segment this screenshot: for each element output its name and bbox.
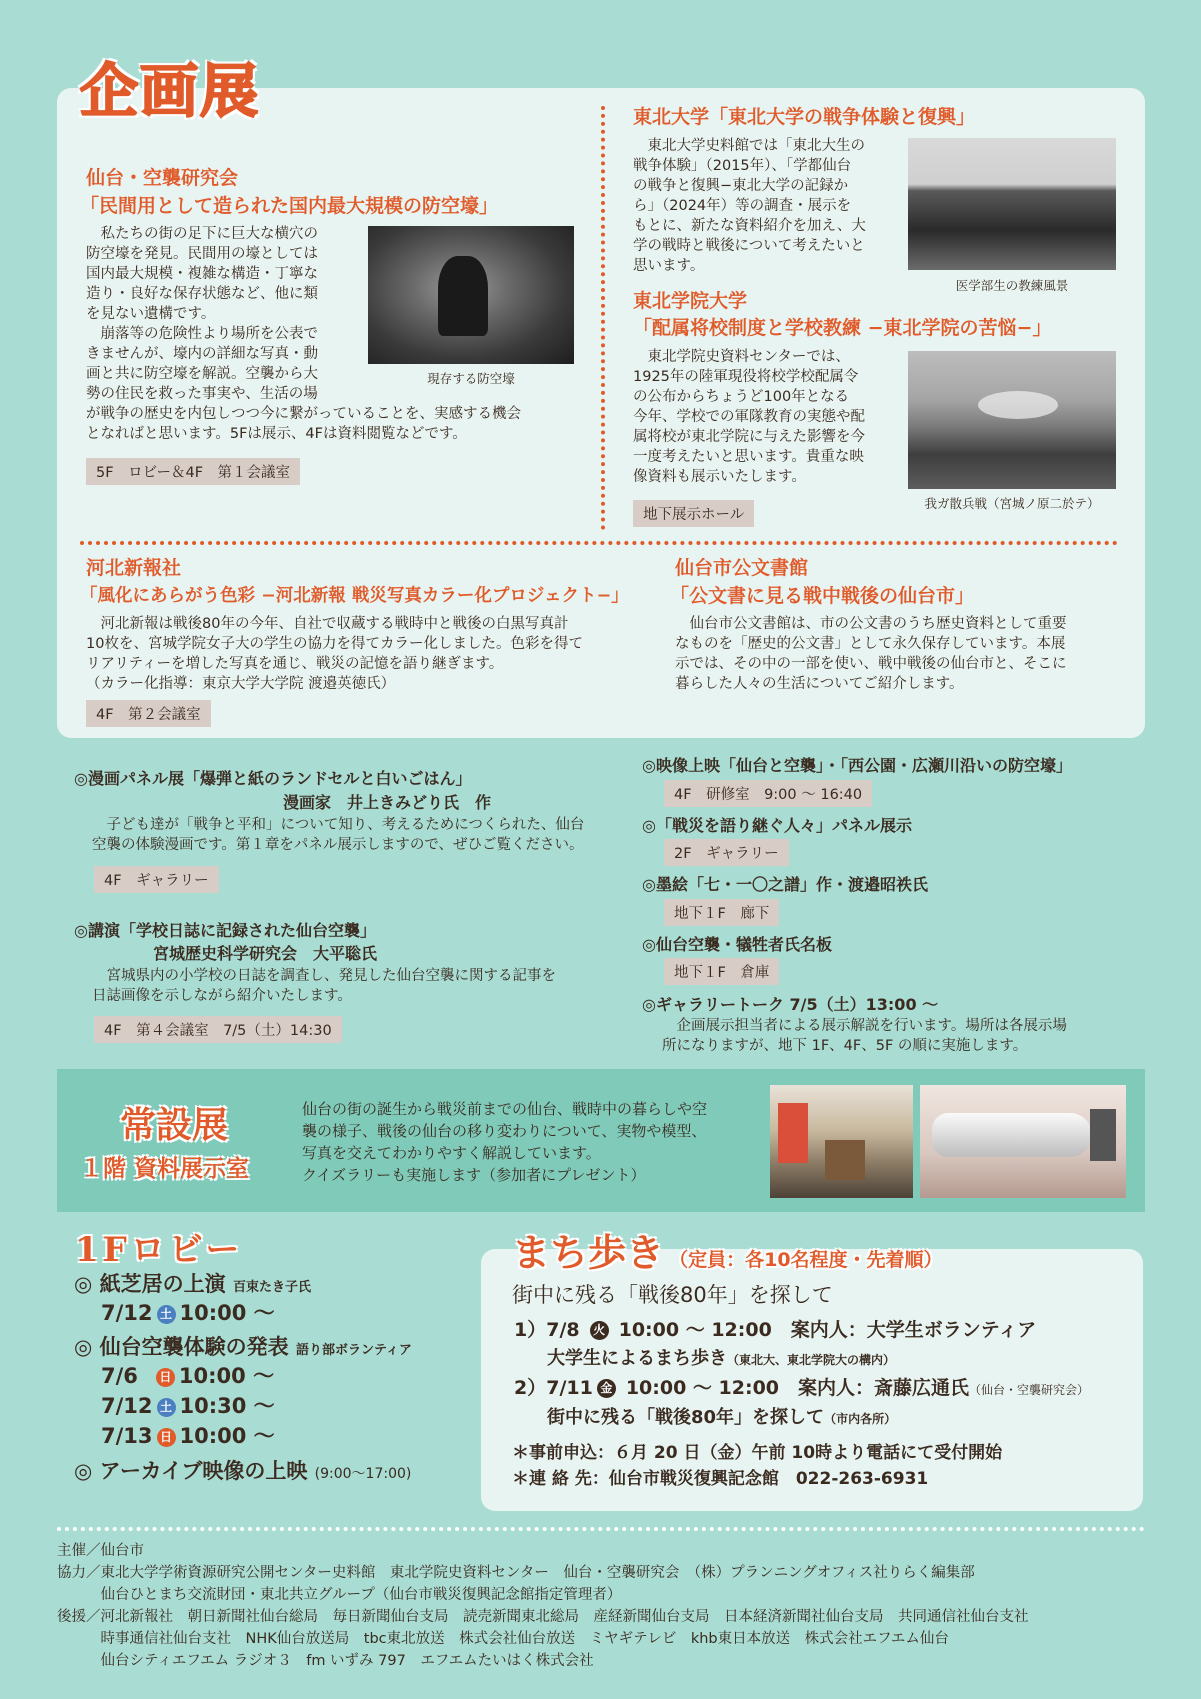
machi-title: まち歩き	[512, 1230, 665, 1275]
taiken-date-3: 7/13 日 10:00 ～	[101, 1424, 275, 1448]
footer-line: 協力／東北大学学術資源研究公開センター史料館 東北学院史資料センター 仙台・空襲研究会 （株）プランニングオフィス社りらく編集部	[57, 1565, 975, 1581]
permanent-body-line: クイズラリーも実施します（参加者にプレゼント）	[302, 1166, 646, 1184]
kuushu-body-line: 国内最大規模・複雑な構造・丁寧な	[86, 266, 318, 282]
machi-capacity: （定員：各10名程度・先着順）	[669, 1249, 943, 1271]
archives-title: 「公文書に見る戦中戦後の仙台市」	[670, 585, 975, 607]
kuushu-body-line: 私たちの街の足下に巨大な横穴の	[86, 226, 318, 242]
kuushu-location: 5F ロビー＆4F 第１会議室	[86, 458, 300, 485]
gakuin-location: 地下展示ホール	[633, 500, 754, 527]
kahoku-body-line: 10枚を、宮城学院女子大の学生の協力を得てカラー化しました。色彩を得て	[86, 636, 583, 652]
footer-line: 主催／仙台市	[57, 1543, 144, 1559]
footer-divider	[57, 1527, 1145, 1531]
kuushu-body-line: 勢の住民を救った事実や、生活の場	[86, 386, 318, 402]
kahoku-body-line: リアリティーを増した写真を通じ、戦災の記憶を語り継ぎます。	[86, 656, 504, 672]
gallery-talk-body-line: 企画展示担当者による展示解説を行います。場所は各展示場	[662, 1018, 1067, 1034]
manga-body-line: 空襲の体験漫画です。第１章をパネル展示しますので、ぜひご覧ください。	[92, 837, 584, 853]
permanent-body	[302, 1098, 707, 1186]
panel-exhibit-location: 2F ギャラリー	[664, 839, 789, 866]
kuushu-body-line: きませんが、壕内の詳細な写真・動	[86, 346, 318, 362]
kahoku-org: 河北新報社	[86, 557, 182, 579]
permanent-body-line: 襲の様子、戦後の仙台の移り変わりについて、実物や模型、	[302, 1122, 707, 1140]
kuushu-body-line: 画と共に防空壕を解説。空襲から大	[86, 366, 318, 382]
shelter-photo	[368, 226, 574, 364]
lecture-body-line: 日誌画像を示しながら紹介いたします。	[92, 988, 352, 1004]
footer-line: 仙台ひとまち交流財団・東北共立グループ（仙台市戦災復興記念館指定管理者）	[57, 1587, 622, 1603]
kuushu-wide-line: となればと思います。5Fは展示、4Fは資料閲覧などです。	[86, 426, 467, 442]
archives-body-line: 示では、その中の一部を使い、戦中戦後の仙台市と、そこに	[675, 656, 1067, 672]
kuushu-body-wide	[86, 404, 521, 444]
manga-author: 漫画家 井上きみどり氏 作	[283, 793, 492, 812]
lobby-title: 1Fロビー	[75, 1230, 244, 1270]
machi-contact: ＊連 絡 先：仙台市戦災復興記念館 022-263-6931	[512, 1469, 929, 1489]
victims-location: 地下１F 倉庫	[664, 958, 779, 985]
tohoku-univ-body-line: の戦争と復興−東北大学の記録か	[633, 178, 849, 194]
kahoku-title: 「風化にあらがう色彩 −河北新報 戦災写真カラー化プロジェクト−」	[80, 586, 629, 606]
machi-apply: ＊事前申込：６月 20 日（金）午前 10時より電話にて受付開始	[512, 1443, 1003, 1463]
tohoku-univ-body-line: 学の戦時と戦後について考えたいと	[633, 238, 865, 254]
gakuin-body-line: 像資料も展示いたします。	[633, 469, 806, 485]
footer-line: 後援／河北新報社 朝日新聞社仙台総局 毎日新聞仙台支局 読売新聞東北総局 産経新聞仙台支局 日本経済新聞社仙台支局 共同通信社仙台支社	[57, 1609, 1029, 1625]
kuushu-title: 「民間用として造られた国内最大規模の防空壕」	[80, 195, 499, 217]
tohoku-univ-body-line: 思います。	[633, 258, 705, 274]
gakuin-body-line: 東北学院史資料センターでは、	[633, 349, 850, 365]
tohoku-univ-body-line: 東北大学史料館では「東北大生の	[633, 138, 865, 154]
kamishibai-date-1: 7/12 土 10:00 ～	[101, 1301, 275, 1325]
tour-2-name: 街中に残る「戦後80年」を探して（市内各所）	[547, 1407, 897, 1428]
sumie-title: ◎墨絵「七・一〇之譜」作・渡邉昭祑氏	[642, 875, 928, 894]
machi-subtitle: 街中に残る「戦後80年」を探して	[512, 1283, 833, 1307]
archives-body-line: 暮らした人々の生活についてご紹介します。	[675, 676, 964, 692]
divider-horizontal	[80, 541, 1118, 545]
bomb-photo	[920, 1085, 1126, 1198]
permanent-body-line: 仙台の街の誕生から戦災前までの仙台、戦時中の暮らしや空	[302, 1100, 708, 1118]
drill-caption: 医学部生の教練風景	[955, 278, 1069, 293]
kuushu-body-line: 防空壕を発見。民間用の壕としては	[86, 246, 318, 262]
footer-line: 仙台シティエフエム ラジオ３ fm いずみ 797 エフエムたいはく株式会社	[57, 1653, 594, 1669]
taiken-date-2: 7/12 土 10:30 ～	[101, 1394, 275, 1418]
archive-title: ◎ アーカイブ映像の上映 (9:00～17:00)	[74, 1459, 412, 1483]
tour-2: 2）7/11 金 10:00 ～ 12:00 案内人：斎藤広通氏（仙台・空襲研究会）	[514, 1377, 1090, 1399]
footer-credits	[57, 1540, 1029, 1672]
kuushu-body-line: 造り・良好な保存状態など、他に類	[86, 286, 318, 302]
lecture-title: ◎講演「学校日誌に記録された仙台空襲」	[74, 921, 376, 940]
manga-title: ◎漫画パネル展「爆弾と紙のランドセルと白いごはん」	[74, 769, 472, 788]
archives-body-line: なものを「歴史的公文書」として永久保存しています。本展	[675, 636, 1066, 652]
footer-line: 時事通信社仙台支社 NHK仙台放送局 tbc東北放送 株式会社仙台放送 ミヤギテレビ khb東日本放送 株式会社エフエム仙台	[57, 1631, 949, 1647]
gakuin-body	[633, 347, 865, 487]
archives-body	[675, 614, 1067, 694]
tohoku-univ-body-line: もとに、新たな資料紹介を加え、大	[633, 218, 866, 234]
gakuin-org: 東北学院大学	[633, 290, 748, 312]
kuushu-org: 仙台・空襲研究会	[86, 167, 239, 189]
machi-title-row	[512, 1222, 943, 1277]
kikaku-title: 企画展	[80, 57, 261, 125]
gakuin-body-line: 1925年の陸軍現役将校学校配属令	[633, 369, 859, 385]
gakuin-body-line: 属将校が東北学院に与えた影響を今	[633, 429, 865, 445]
tohoku-univ-body	[633, 136, 866, 276]
divider-vertical	[601, 106, 605, 530]
tour-1: 1）7/8 火 10:00 ～ 12:00 案内人：大学生ボランティア	[514, 1319, 1037, 1341]
kahoku-location: 4F 第２会議室	[86, 700, 211, 727]
tohoku-univ-title: 東北大学「東北大学の戦争体験と復興」	[633, 106, 976, 128]
kuushu-body-line: を見ない遺構です。	[86, 306, 216, 322]
kamishibai-title: ◎ 紙芝居の上演 百束たき子氏	[74, 1272, 311, 1296]
kuushu-body-line: 崩落等の危険性より場所を公表で	[86, 326, 318, 342]
manga-location: 4F ギャラリー	[94, 866, 219, 893]
permanent-body-line: 写真を交えてわかりやすく解説しています。	[302, 1144, 601, 1162]
sumie-location: 地下１F 廊下	[664, 899, 779, 926]
kahoku-body-line: 河北新報は戦後80年の今年、自社で収蔵する戦時中と戦後の白黒写真計	[86, 616, 569, 632]
archives-body-line: 仙台市公文書館は、市の公文書のうち歴史資料として重要	[675, 616, 1067, 632]
lecture-author: 宮城歴史科学研究会 大平聡氏	[153, 944, 378, 963]
tohoku-univ-body-line: ら」（2024年）等の調査・展示を	[633, 198, 852, 214]
lecture-location: 4F 第４会議室 7/5（土）14:30	[94, 1016, 342, 1043]
video-location: 4F 研修室 9:00 ～ 16:40	[664, 780, 872, 807]
kahoku-body-line: （カラー化指導：東京大学大学院 渡邉英徳氏）	[86, 676, 396, 692]
kuushu-wide-line: が戦争の歴史を内包しつつ今に繋がっていることを、実感する機会	[86, 406, 521, 422]
video-title: ◎映像上映「仙台と空襲」・「西公園・広瀬川沿いの防空壕」	[642, 756, 1072, 775]
permanent-subtitle: １階 資料展示室	[80, 1155, 250, 1182]
exhibit-room-photo	[770, 1085, 913, 1198]
manga-body	[92, 815, 584, 855]
kuushu-body	[86, 224, 318, 404]
kahoku-body	[86, 614, 583, 694]
permanent-title: 常設展	[120, 1104, 229, 1146]
gallery-talk-title: ◎ギャラリートーク 7/5（土）13:00 ～	[642, 995, 939, 1014]
gakuin-body-line: 一度考えたいと思います。貴重な映	[633, 449, 864, 465]
tohoku-univ-body-line: 戦争体験」（2015年）、「学都仙台	[633, 158, 852, 174]
panel-exhibit-title: ◎「戦災を語り継ぐ人々」パネル展示	[642, 816, 912, 835]
lecture-body-line: 宮城県内の小学校の日誌を調査し、発見した仙台空襲に関する記事を	[92, 968, 556, 984]
manga-body-line: 子ども達が「戦争と平和」について知り、考えるためにつくられた、仙台	[92, 817, 585, 833]
tour-1-name: 大学生によるまち歩き（東北大、東北学院大の構内）	[547, 1348, 896, 1369]
skirmish-photo	[908, 351, 1116, 489]
taiken-date-1: 7/6 日 10:00 ～	[101, 1364, 275, 1388]
gakuin-title: 「配属将校制度と学校教練 −東北学院の苦悩−」	[633, 317, 1052, 339]
taiken-title: ◎ 仙台空襲体験の発表 語り部ボランティア	[74, 1335, 412, 1359]
lecture-body	[92, 966, 556, 1006]
skirmish-caption: 我ガ散兵戦（宮城ノ原二於テ）	[924, 496, 1100, 511]
victims-title: ◎仙台空襲・犠牲者氏名板	[642, 935, 832, 954]
gallery-talk-body	[662, 1016, 1067, 1056]
archives-org: 仙台市公文書館	[675, 557, 809, 579]
drill-photo	[908, 138, 1116, 270]
gakuin-body-line: 今年、学校での軍隊教育の実態や配	[633, 409, 865, 425]
gakuin-body-line: の公布からちょうど100年となる	[633, 389, 850, 405]
gallery-talk-body-line: 所になりますが、地下 1F、4F、5F の順に実施します。	[662, 1038, 1028, 1054]
shelter-caption: 現存する防空壕	[427, 371, 515, 386]
